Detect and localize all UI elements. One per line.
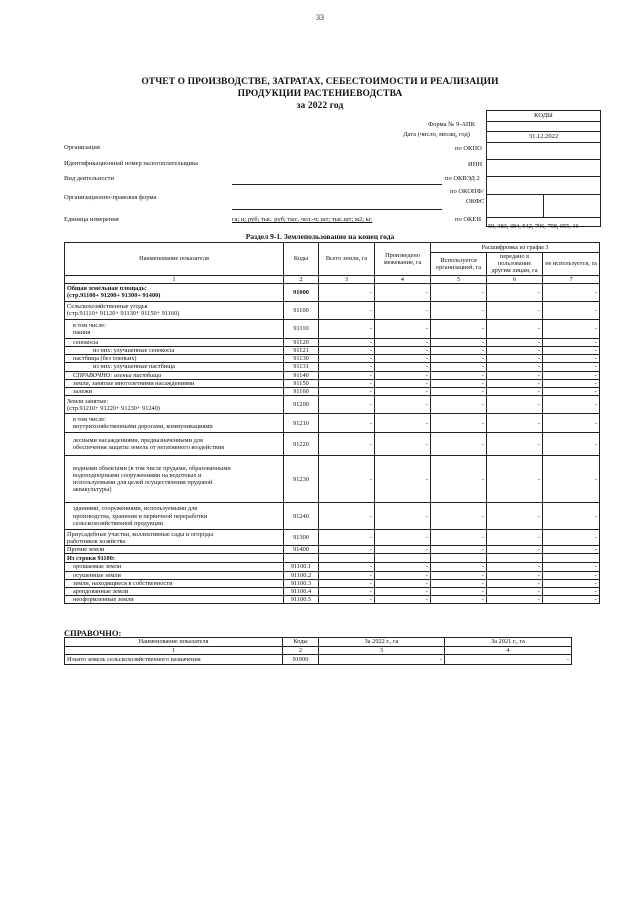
row-name: орошаемые земли: [65, 563, 284, 571]
report-title-line1: ОТЧЕТ О ПРОИЗВОДСТВЕ, ЗАТРАТАХ, СЕБЕСТОИМОСТИ И РЕАЛИЗАЦИИ: [141, 77, 499, 87]
okopf-label: по ОКОПФ/: [450, 188, 484, 195]
value-cell[interactable]: -: [431, 563, 487, 571]
value-cell[interactable]: -: [375, 579, 431, 587]
value-cell[interactable]: -: [487, 588, 543, 596]
ref-col-num: 4: [445, 647, 572, 655]
okpo-cell: [487, 143, 600, 160]
value-cell[interactable]: -: [543, 563, 600, 571]
row-code: 91100.5: [284, 596, 319, 604]
row-code: 91200: [284, 396, 319, 414]
row-name: земли, находящиеся в собственности: [65, 579, 284, 587]
value-cell[interactable]: -: [319, 530, 375, 546]
value-cell[interactable]: -: [431, 388, 487, 396]
land-use-table: [64, 242, 600, 604]
table-row: [65, 456, 600, 503]
value-cell[interactable]: -: [431, 355, 487, 363]
value-cell[interactable]: -: [543, 283, 600, 301]
col-total-header: Всего земли, га: [319, 243, 375, 276]
value-cell[interactable]: -: [431, 283, 487, 301]
row-name: водными объектами (в том числе прудами, образованными водоподпорными сооружениями на водотоках и используемыми для целей осуществления прудовой аквакультуры): [65, 456, 284, 503]
row-code: 91140: [284, 371, 319, 379]
value-cell[interactable]: -: [487, 414, 543, 433]
row-name: Из строки 91100:: [65, 554, 284, 563]
row-name: в том числе: внутрихозяйственными дорогами, коммуникациями: [65, 414, 284, 433]
value-cell[interactable]: -: [543, 433, 600, 456]
table-row: [65, 588, 600, 596]
ref-row-name: Изъято земель сельскохозяйственного назначения: [65, 655, 283, 665]
codes-box: [486, 110, 601, 230]
value-cell[interactable]: -: [319, 433, 375, 456]
row-code: 91130: [284, 355, 319, 363]
value-cell[interactable]: -: [431, 530, 487, 546]
row-name: арендованные земли: [65, 588, 284, 596]
value-cell[interactable]: -: [375, 363, 431, 371]
value-cell[interactable]: -: [319, 571, 375, 579]
value-cell[interactable]: -: [487, 596, 543, 604]
value-cell[interactable]: -: [319, 563, 375, 571]
row-code: 91220: [284, 433, 319, 456]
value-cell[interactable]: -: [431, 363, 487, 371]
value-cell[interactable]: -: [543, 588, 600, 596]
value-cell[interactable]: -: [375, 414, 431, 433]
value-cell[interactable]: -: [431, 396, 487, 414]
value-cell[interactable]: -: [319, 283, 375, 301]
value-cell[interactable]: -: [487, 563, 543, 571]
row-name: земли, занятые многолетними насаждениями: [65, 379, 284, 387]
value-cell[interactable]: -: [375, 379, 431, 387]
value-cell[interactable]: -: [487, 283, 543, 301]
value-cell[interactable]: -: [431, 414, 487, 433]
value-cell[interactable]: -: [543, 579, 600, 587]
value-cell[interactable]: -: [487, 433, 543, 456]
inn-cell: [487, 160, 600, 177]
value-cell[interactable]: -: [431, 456, 487, 503]
value-cell[interactable]: -: [375, 433, 431, 456]
value-cell[interactable]: -: [375, 571, 431, 579]
table-row: [65, 546, 600, 554]
value-cell[interactable]: -: [319, 396, 375, 414]
value-cell[interactable]: -: [319, 579, 375, 587]
col-used-header: Используется организацией, га: [431, 253, 487, 276]
col-num: 5: [431, 275, 487, 283]
col-breakdown-header: Расшифровка из графы 3: [431, 243, 600, 253]
value-cell[interactable]: -: [319, 371, 375, 379]
value-cell[interactable]: -: [543, 530, 600, 546]
codes-header: КОДЫ: [487, 111, 600, 122]
value-cell[interactable]: -: [375, 347, 431, 355]
row-name: Земли занятые: (стр.91210+ 91220+ 91230+ 91240): [65, 396, 284, 414]
value-cell[interactable]: -: [487, 530, 543, 546]
okved-label: по ОКВЭД 2: [445, 175, 480, 182]
page-number: 33: [316, 13, 324, 22]
row-name: в том числе: пашня: [65, 319, 284, 338]
value-cell[interactable]: [319, 554, 375, 563]
value-cell[interactable]: -: [319, 301, 375, 319]
legal-form-underline-2: [232, 201, 442, 210]
row-name: СПРАВОЧНО: оленьи пастбища: [65, 371, 284, 379]
value-cell[interactable]: -: [431, 571, 487, 579]
value-cell[interactable]: -: [431, 503, 487, 530]
col-unused-header: не используется, га: [543, 253, 600, 276]
value-cell[interactable]: -: [543, 546, 600, 554]
row-name: из них: улучшенные пастбища: [65, 363, 284, 371]
okpo-label: по ОКПО: [455, 145, 482, 152]
value-cell[interactable]: -: [543, 371, 600, 379]
value-cell[interactable]: -: [487, 347, 543, 355]
row-name: из них: улучшенные сенокосы: [65, 347, 284, 355]
date-value: 31.12.2022: [487, 132, 600, 143]
row-code: [284, 554, 319, 563]
value-cell[interactable]: -: [375, 283, 431, 301]
value-cell[interactable]: -: [431, 596, 487, 604]
value-cell[interactable]: -: [543, 414, 600, 433]
inn-label: ИНН: [468, 161, 483, 168]
row-name: лесными насаждениями, предназначенными для обеспечения защиты земель от негативного воздействия: [65, 433, 284, 456]
row-code: 91210: [284, 414, 319, 433]
form-code-cell: [487, 122, 600, 132]
value-cell[interactable]: -: [375, 456, 431, 503]
value-cell[interactable]: [431, 554, 487, 563]
value-cell[interactable]: -: [375, 596, 431, 604]
col-num: 3: [319, 275, 375, 283]
date-label: Дата (число, месяц, год): [403, 131, 470, 138]
table-row: [65, 554, 600, 563]
row-code: 91121: [284, 347, 319, 355]
value-cell[interactable]: -: [543, 503, 600, 530]
value-cell[interactable]: -: [487, 379, 543, 387]
units-value: га; ц; руб; тыс. руб; тыс. чел.-ч; шт; тыс.шт; м2; кг.: [232, 216, 373, 223]
value-cell[interactable]: -: [375, 301, 431, 319]
col-num: 1: [65, 275, 284, 283]
value-cell[interactable]: -: [375, 396, 431, 414]
value-cell[interactable]: -: [319, 596, 375, 604]
row-code: 91100: [284, 301, 319, 319]
value-cell[interactable]: -: [543, 347, 600, 355]
ref-col-2021: За 2021 г., га: [445, 638, 572, 647]
section-title: Раздел 9-1. Землепользование на конец года: [245, 232, 395, 241]
col-name-header: Наименование показателя: [65, 243, 284, 276]
row-name: залежи: [65, 388, 284, 396]
okfs-label: ОКФС: [466, 198, 485, 205]
legal-form-label: Организационно-правовая форма: [64, 194, 157, 201]
table-row: [65, 319, 600, 338]
ref-col-2022: За 2022 г., га: [319, 638, 445, 647]
value-cell[interactable]: -: [431, 371, 487, 379]
row-name: сенокосы: [65, 338, 284, 346]
ref-col-code: Коды: [283, 638, 319, 647]
value-cell[interactable]: -: [543, 379, 600, 387]
activity-label: Вид деятельности: [64, 175, 114, 182]
row-code: 91110: [284, 319, 319, 338]
col-num: 2: [284, 275, 319, 283]
value-cell[interactable]: -: [543, 388, 600, 396]
row-code: 91131: [284, 363, 319, 371]
value-cell[interactable]: -: [375, 388, 431, 396]
value-cell[interactable]: -: [487, 546, 543, 554]
value-cell[interactable]: -: [319, 319, 375, 338]
value-cell[interactable]: -: [431, 379, 487, 387]
table-row: [65, 414, 600, 433]
value-cell[interactable]: -: [431, 301, 487, 319]
report-title-line2: ПРОДУКЦИИ РАСТЕНИЕВОДСТВА: [237, 89, 403, 99]
ref-col-num: 1: [65, 647, 283, 655]
ref-col-num: 3: [319, 647, 445, 655]
value-cell[interactable]: -: [431, 433, 487, 456]
row-code: 91100.1: [284, 563, 319, 571]
value-cell[interactable]: -: [487, 355, 543, 363]
table-row: [65, 283, 600, 301]
table-row: [65, 371, 600, 379]
value-cell[interactable]: -: [487, 363, 543, 371]
table-row: [65, 301, 600, 319]
value-cell[interactable]: -: [543, 355, 600, 363]
value-cell[interactable]: -: [543, 571, 600, 579]
value-cell[interactable]: -: [319, 456, 375, 503]
reference-title: СПРАВОЧНО:: [64, 628, 122, 638]
row-code: 91160: [284, 388, 319, 396]
report-title-line3: за 2022 год: [296, 101, 344, 111]
value-cell[interactable]: -: [431, 546, 487, 554]
ref-value-2021[interactable]: -: [445, 655, 572, 665]
value-cell[interactable]: -: [543, 456, 600, 503]
value-cell[interactable]: -: [319, 588, 375, 596]
ref-value-2022[interactable]: -: [319, 655, 445, 665]
value-cell[interactable]: -: [375, 588, 431, 596]
value-cell[interactable]: -: [487, 396, 543, 414]
value-cell[interactable]: -: [431, 319, 487, 338]
table-row: [65, 503, 600, 530]
table-row: [65, 530, 600, 546]
row-name: Приусадебные участки, коллективные сады и огороды работников хозяйства: [65, 530, 284, 546]
value-cell[interactable]: -: [487, 388, 543, 396]
value-cell[interactable]: -: [375, 546, 431, 554]
ref-col-num: 2: [283, 647, 319, 655]
ref-col-name: Наименование показателя: [65, 638, 283, 647]
units-label: Единица измерения: [64, 216, 119, 223]
table-row: [65, 396, 600, 414]
value-cell[interactable]: -: [319, 379, 375, 387]
value-cell[interactable]: -: [319, 363, 375, 371]
value-cell[interactable]: -: [543, 363, 600, 371]
row-code: 91100.3: [284, 579, 319, 587]
table-row: [65, 596, 600, 604]
value-cell[interactable]: -: [375, 371, 431, 379]
value-cell[interactable]: -: [487, 338, 543, 346]
inn-field-label: Идентификационный номер налогоплательщика: [64, 160, 198, 167]
ref-row-code: 91900: [283, 655, 319, 665]
row-name: Общая земельная площадь: (стр.91100+ 91200+ 91300+ 91400): [65, 283, 284, 301]
value-cell[interactable]: -: [487, 579, 543, 587]
value-cell[interactable]: -: [543, 301, 600, 319]
table-row: [65, 579, 600, 587]
value-cell[interactable]: -: [431, 588, 487, 596]
row-code: 91120: [284, 338, 319, 346]
value-cell[interactable]: [487, 554, 543, 563]
legal-form-underline: [232, 176, 442, 185]
value-cell[interactable]: -: [543, 396, 600, 414]
row-code: 91150: [284, 379, 319, 387]
value-cell[interactable]: -: [487, 456, 543, 503]
table-row: [65, 388, 600, 396]
row-code: 91230: [284, 456, 319, 503]
table-row: [65, 355, 600, 363]
value-cell[interactable]: -: [319, 338, 375, 346]
table-row: [65, 563, 600, 571]
value-cell[interactable]: -: [319, 388, 375, 396]
okei-label: по ОКЕИ: [455, 216, 482, 223]
col-code-header: Коды: [284, 243, 319, 276]
value-cell[interactable]: -: [431, 347, 487, 355]
value-cell[interactable]: -: [375, 563, 431, 571]
row-name: Сельскохозяйственные угодья (стр.91110+ 91120+ 91130+ 91150+ 91160): [65, 301, 284, 319]
value-cell[interactable]: -: [543, 319, 600, 338]
value-cell[interactable]: -: [487, 503, 543, 530]
value-cell[interactable]: -: [319, 414, 375, 433]
value-cell[interactable]: -: [319, 347, 375, 355]
table-row: [65, 571, 600, 579]
value-cell[interactable]: [375, 554, 431, 563]
col-transferred-header: передано в пользование другим лицам, га: [487, 253, 543, 276]
value-cell[interactable]: -: [543, 596, 600, 604]
value-cell[interactable]: -: [375, 503, 431, 530]
value-cell[interactable]: -: [319, 546, 375, 554]
value-cell[interactable]: -: [487, 319, 543, 338]
value-cell[interactable]: -: [431, 579, 487, 587]
value-cell[interactable]: -: [319, 503, 375, 530]
value-cell[interactable]: [543, 554, 600, 563]
col-num: 6: [487, 275, 543, 283]
table-row: [65, 363, 600, 371]
row-code: 91100.2: [284, 571, 319, 579]
row-code: 91100.4: [284, 588, 319, 596]
value-cell[interactable]: -: [375, 530, 431, 546]
value-cell[interactable]: -: [487, 571, 543, 579]
row-code: 91000: [284, 283, 319, 301]
row-code: 91300: [284, 530, 319, 546]
value-cell[interactable]: -: [487, 371, 543, 379]
row-code: 91240: [284, 503, 319, 530]
table-row: [65, 379, 600, 387]
table-row: [65, 433, 600, 456]
table-row: [65, 338, 600, 346]
okei-value: 59, 383, 384, 542, 796, 798, 055, 16: [488, 223, 579, 230]
value-cell[interactable]: -: [375, 319, 431, 338]
value-cell[interactable]: -: [487, 301, 543, 319]
row-name: неоформленные земли: [65, 596, 284, 604]
col-survey-header: Произведено межевание, га: [375, 243, 431, 276]
form-label: Форма № 9-АПК: [428, 121, 476, 128]
value-cell[interactable]: -: [375, 338, 431, 346]
okopf-cell: [487, 195, 600, 218]
reference-table: [64, 637, 572, 665]
value-cell[interactable]: -: [431, 338, 487, 346]
row-name: осушенные земли: [65, 571, 284, 579]
col-num: 4: [375, 275, 431, 283]
okved-cell: [487, 177, 600, 195]
value-cell[interactable]: -: [319, 355, 375, 363]
row-name: Прочие земли: [65, 546, 284, 554]
table-row: [65, 347, 600, 355]
row-name: зданиями, сооружениями, используемыми для производства, хранения и первичной переработки сельскохозяйственной продукции: [65, 503, 284, 530]
value-cell[interactable]: -: [375, 355, 431, 363]
row-name: пастбища (без оленьих): [65, 355, 284, 363]
value-cell[interactable]: -: [543, 338, 600, 346]
col-num: 7: [543, 275, 600, 283]
row-code: 91400: [284, 546, 319, 554]
org-label: Организация: [64, 144, 100, 151]
